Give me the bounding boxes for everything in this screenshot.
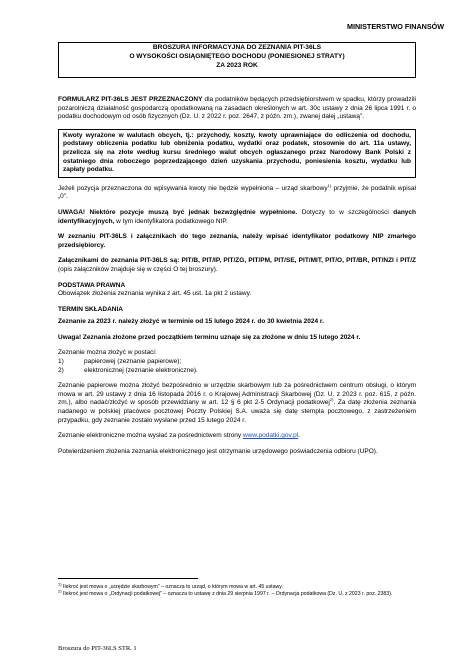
footnotes — [58, 581, 416, 598]
list-item-text: papierowej (zeznanie papierowe); — [84, 358, 182, 366]
currency-note-box: Kwoty wyrażone w walutach obcych, tj.: przychody, koszty, kwoty uprawniające do odliczenia od dochodu, podstawy obliczenia podatku lub obniżenia podatku, wydatki oraz podatek, stosownie do art. 11a ustawy, przelicza się na złote według kursu średniego walut obcych ogłaszanego przez Narodowy Bank Polski z ostatniego dnia roboczego poprzedzającego dzień uzyskania przychodu, poniesienia kosztu, wydatku lub zapłaty podatku. — [58, 129, 416, 178]
footnote-divider — [58, 578, 198, 579]
empty-field-text-b: przyjmie, że podatnik wpisał „0”. — [58, 184, 416, 201]
footnote-ref-2: 2) — [329, 397, 334, 403]
footnote-2-text: Ilekroć jest mowa o „Ordynacji podatkowej” – oznacza to ustawę z dnia 29 sierpnia 1997 r. – Ordynacja podatkowa (Dz. U. z 2023 r. poz. 2383). — [61, 591, 393, 597]
intro-text: dla podatników będących przedsiębiorstwem w spadku, którzy prowadzili pozarolniczą działalność gospodarczą opodatkowaną na zasadach określonych w art. 30c ustawy z dnia 26 lipca 1991 r. o podatku dochodowym od osób fizycznych (Dz. U. z 2022 r. poz. 2647, z późn. zm.), zwanej dalej „ustawą”. — [58, 96, 417, 121]
attachments-paragraph — [58, 257, 416, 274]
attachments-bold: Załącznikami do zeznania PIT-36LS są: PIT/B, PIT/IP, PIT/ZG, PIT/PM, PIT/SE, PIT/MIT, PIT/O, PIT/BR, PIT/NZI i PIT/Z — [58, 257, 416, 265]
list-item — [58, 358, 416, 367]
intro-paragraph — [58, 96, 416, 122]
list-item-number: 1) — [58, 358, 64, 366]
footnote-1-text: Ilekroć jest mowa o „urzędzie skarbowym” – oznacza to urząd, o którym mowa w art. 45 ustawy. — [61, 584, 283, 590]
term-heading: TERMIN SKŁADANIA — [58, 305, 123, 313]
warning-bold-2: danych identyfikacyjnych, — [58, 208, 416, 225]
page-footer: Broszura do PIT-36LS STR. 1 — [58, 645, 137, 652]
ministry-header: MINISTERSTWO FINANSÓW — [346, 22, 444, 31]
electronic-end: . — [298, 432, 300, 440]
term-line-2: Uwaga! Zeznania złożone przed początkiem terminu uznaje się za złożone w dniu 15 lutego 2024 r. — [58, 333, 361, 341]
intro-bold: FORMULARZ PIT-36LS JEST PRZEZNACZONY — [58, 96, 203, 103]
title-line-1: BROSZURA INFORMACYJNA DO ZEZNANIA PIT-36LS — [152, 44, 322, 51]
list-item — [58, 367, 416, 376]
warning-text-2: w tym identyfikatora podatkowego NIP. — [114, 217, 228, 225]
warning-paragraph — [58, 209, 416, 226]
electronic-paragraph — [58, 432, 416, 441]
paper-text-b: . Za datę złożenia zeznania nadanego w polskiej placówce pocztowej Poczty Polskiej S.A. uważa się datę stempla pocztowego, z zastrzeżeniem przypadku, gdy zeznanie zostało wysłane przed 15 lutego 2024 r. — [58, 399, 416, 424]
empty-field-text-a: Jeżeli pozycja przeznaczona do wpisywania kwoty nie będzie wypełniona – urząd skarbowy — [58, 184, 328, 192]
main-content — [58, 96, 416, 456]
footnote-ref-1: 1) — [327, 182, 332, 188]
attachments-text: (opis załączników znajduje się w części O tej broszury). — [58, 265, 218, 273]
podatki-link[interactable]: www.podatki.gov.pl — [242, 432, 299, 440]
legal-text: Obowiązek złożenia zeznania wynika z art. 45 ust. 1a pkt 2 ustawy. — [58, 290, 252, 298]
term-line-1: Zeznanie za 2023 r. należy złożyć w terminie od 15 lutego 2024 r. do 30 kwietnia 2024 r. — [58, 318, 324, 326]
warning-text: Dotyczy to w szczególności — [297, 208, 394, 216]
title-line-2: O WYSOKOŚCI OSIĄGNIĘTEGO DOCHODU (PONIESIONEJ STRATY) — [129, 52, 345, 60]
electronic-text: Zeznanie elektroniczne można wysłać za pośrednictwem strony — [58, 432, 243, 440]
footnote-1-mark: 1) — [58, 581, 62, 587]
title-box — [58, 42, 416, 78]
legal-heading: PODSTAWA PRAWNA — [58, 281, 126, 289]
forms-intro: Zeznanie można złożyć w postaci: — [58, 349, 157, 357]
upo-paragraph: Potwierdzeniem złożenia zeznania elektronicznego jest otrzymanie urzędowego poświadczenia odbioru (UPO). — [58, 447, 378, 455]
footnote-2-mark: 2) — [58, 588, 62, 594]
footnote-2 — [58, 588, 416, 598]
list-item-number: 2) — [58, 366, 64, 374]
list-item-text: elektronicznej (zeznanie elektroniczne). — [84, 366, 198, 374]
warning-bold: UWAGA! Niektóre pozycje muszą być jednak bezwzględnie wypełnione. — [58, 208, 298, 216]
title-line-3: ZA 2023 ROK — [216, 61, 258, 69]
empty-field-paragraph — [58, 182, 416, 202]
nip-paragraph: W zeznaniu PIT-36LS i załącznikach do tego zeznania, należy wpisać identyfikator podatkowy NIP zmarłego przedsiębiorcy. — [58, 233, 416, 249]
paper-text-a: Zeznanie papierowe można złożyć bezpośrednio w urzędzie skarbowym lub za pośrednictwem centrum obsługi, o którym mowa w art. 29 ustawy z dnia 16 listopada 2016 r. o Krajowej Administracji Skarbowej (Dz. U. z 2023 r. poz. 615, z późn. zm.), albo nadać/złożyć w sposób przewidziany w art. 12 § 6 pkt 2-5 Ordynacji podatkowej — [58, 382, 416, 407]
paper-submission-paragraph — [58, 382, 416, 425]
